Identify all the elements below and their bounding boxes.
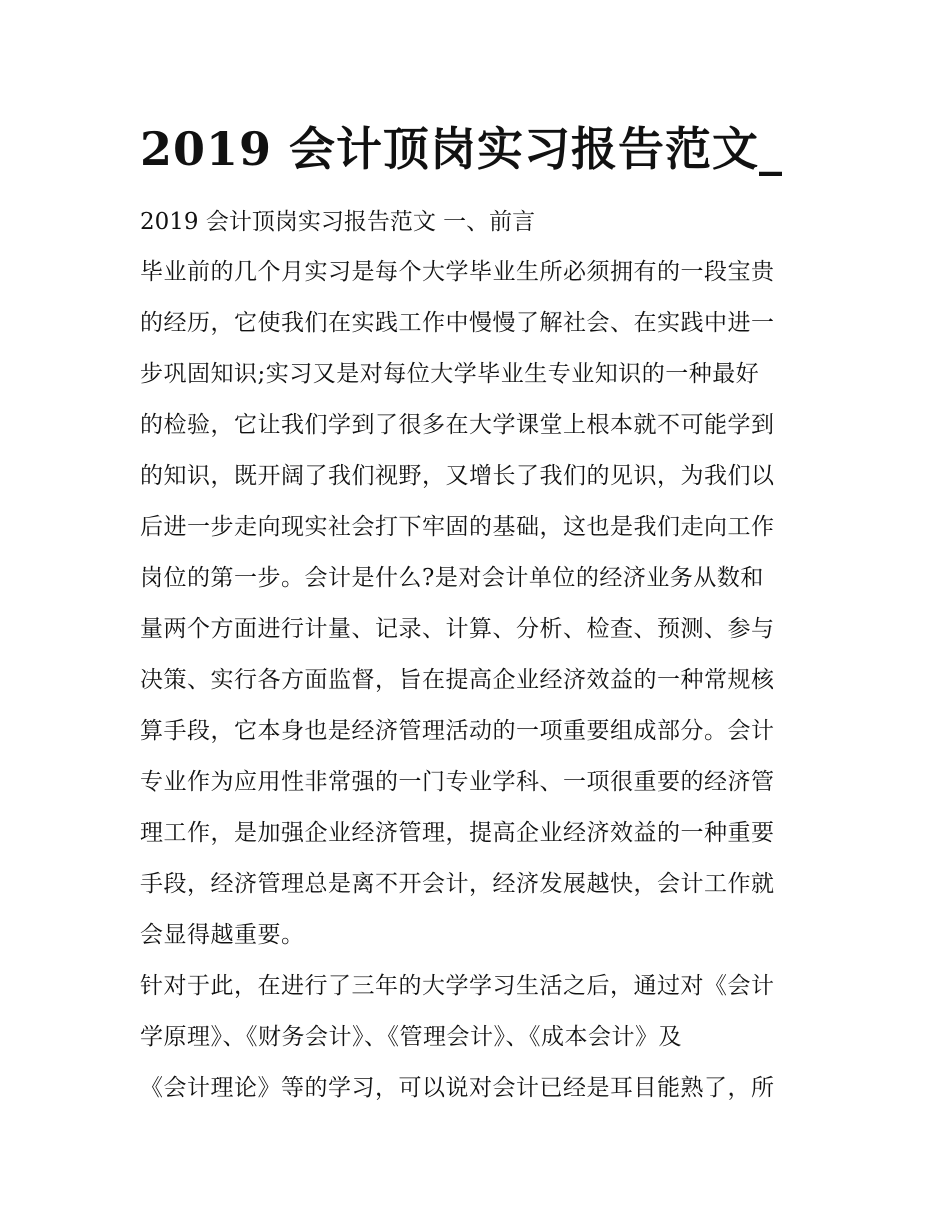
body-line: 量两个方面进行计量、记录、计算、分析、检查、预测、参与	[140, 616, 775, 642]
body-line: 《会计理论》等的学习，可以说对会计已经是耳目能熟了，所	[140, 1075, 775, 1101]
body-line: 的知识，既开阔了我们视野，又增长了我们的见识，为我们以	[140, 463, 775, 489]
body-line: 的经历，它使我们在实践工作中慢慢了解社会、在实践中进一	[140, 310, 775, 336]
body-line: 理工作，是加强企业经济管理，提高企业经济效益的一种重要	[140, 820, 775, 846]
body-line: 算手段，它本身也是经济管理活动的一项重要组成部分。会计	[140, 718, 775, 744]
body-line: 岗位的第一步。会计是什么?是对会计单位的经济业务从数和	[140, 565, 764, 591]
body-line: 决策、实行各方面监督，旨在提高企业经济效益的一种常规核	[140, 667, 775, 693]
document-title: 2019 会计顶岗实习报告范文_	[140, 122, 784, 176]
document-subtitle: 2019 会计顶岗实习报告范文 一、前言	[140, 209, 536, 235]
body-line: 学原理》、《财务会计》、《管理会计》、《成本会计》及	[140, 1024, 682, 1050]
body-line: 的检验，它让我们学到了很多在大学课堂上根本就不可能学到	[140, 412, 775, 438]
body-line: 会显得越重要。	[140, 922, 305, 948]
body-line: 毕业前的几个月实习是每个大学毕业生所必须拥有的一段宝贵	[140, 259, 775, 285]
body-line: 步巩固知识;实习又是对每位大学毕业生专业知识的一种最好	[140, 361, 760, 387]
body-line: 针对于此，在进行了三年的大学学习生活之后，通过对《会计	[140, 973, 775, 999]
body-line: 后进一步走向现实社会打下牢固的基础，这也是我们走向工作	[140, 514, 775, 540]
body-line: 手段，经济管理总是离不开会计，经济发展越快，会计工作就	[140, 871, 775, 897]
body-line: 专业作为应用性非常强的一门专业学科、一项很重要的经济管	[140, 769, 775, 795]
